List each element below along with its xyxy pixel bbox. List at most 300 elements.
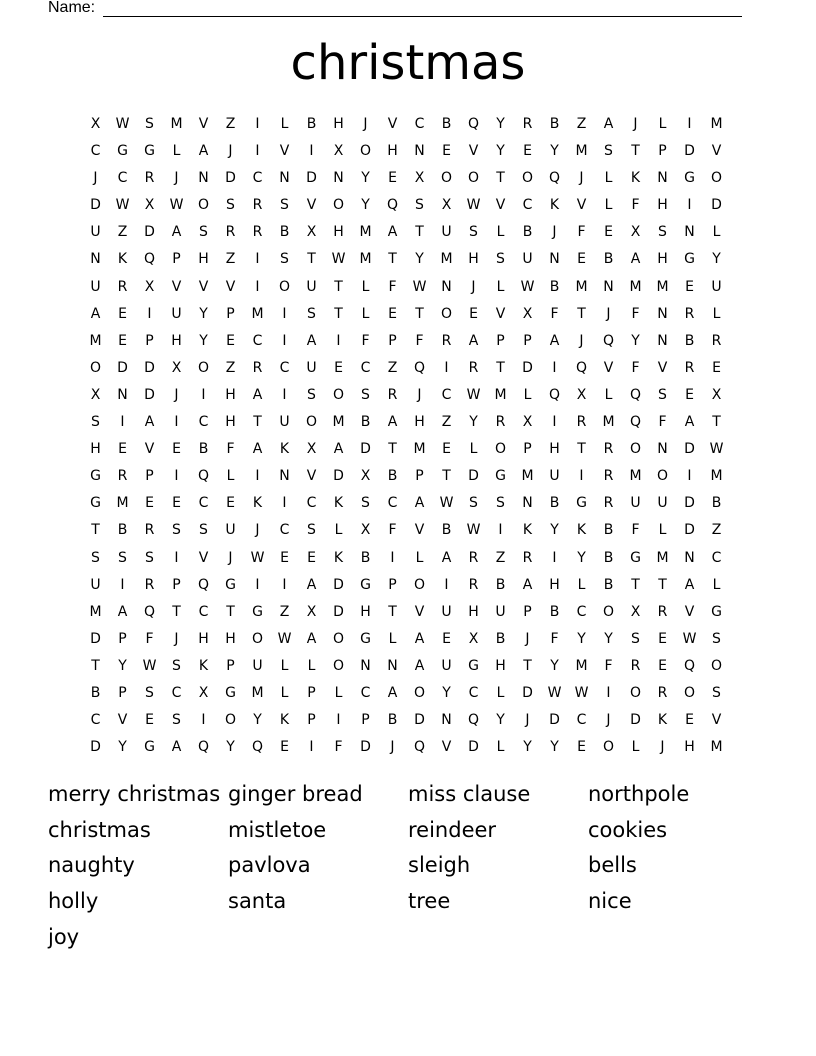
grid-letter: J: [579, 332, 584, 349]
grid-letter: L: [631, 739, 640, 756]
grid-letter: F: [577, 224, 586, 241]
grid-letter: O: [440, 305, 453, 322]
grid-letter: H: [198, 630, 209, 647]
grid-letter: C: [387, 495, 398, 512]
grid-letter: E: [145, 495, 154, 512]
grid-letter: S: [280, 197, 289, 214]
grid-letter: H: [171, 332, 182, 349]
word-list-item: cookies: [588, 817, 668, 842]
grid-letter: P: [145, 332, 154, 349]
grid-letter: A: [684, 576, 695, 593]
grid-letter: Y: [577, 549, 586, 566]
grid-letter: Z: [441, 414, 452, 431]
grid-letter: N: [117, 386, 128, 403]
grid-letter: M: [575, 278, 588, 295]
grid-letter: J: [660, 739, 665, 756]
grid-letter: A: [549, 332, 560, 349]
grid-letter: F: [631, 359, 640, 376]
word-list-item: pavlova: [228, 853, 311, 878]
grid-letter: V: [144, 441, 155, 458]
grid-letter: O: [629, 684, 642, 701]
grid-letter: J: [633, 116, 638, 132]
grid-letter: A: [171, 224, 182, 241]
grid-letter: E: [307, 549, 316, 566]
grid-letter: M: [332, 414, 345, 431]
grid-letter: C: [198, 603, 209, 620]
grid-letter: I: [687, 468, 692, 485]
grid-letter: O: [521, 170, 534, 187]
grid-letter: U: [441, 657, 452, 674]
grid-letter: Q: [197, 739, 210, 756]
grid-letter: E: [658, 630, 667, 647]
grid-letter: W: [520, 278, 535, 295]
grid-letter: C: [252, 170, 263, 187]
grid-letter: G: [144, 739, 155, 756]
grid-letter: V: [306, 197, 317, 214]
grid-letter: F: [334, 739, 343, 756]
grid-letter: S: [172, 657, 181, 674]
grid-letter: P: [523, 332, 532, 349]
name-underline: [103, 16, 742, 17]
grid-letter: I: [255, 468, 260, 485]
grid-letter: S: [118, 549, 127, 566]
grid-letter: M: [413, 441, 426, 458]
grid-letter: I: [309, 739, 314, 756]
grid-letter: X: [360, 468, 371, 485]
grid-letter: W: [466, 522, 481, 539]
grid-letter: P: [415, 468, 424, 485]
grid-letter: M: [359, 251, 372, 268]
word-list-item: mistletoe: [228, 817, 327, 842]
grid-letter: L: [334, 522, 343, 539]
grid-letter: T: [388, 251, 397, 268]
grid-letter: Z: [225, 251, 236, 268]
word-list-item: nice: [588, 889, 632, 914]
grid-letter: I: [174, 468, 179, 485]
grid-letter: N: [387, 657, 398, 674]
grid-letter: M: [494, 386, 507, 403]
grid-letter: X: [333, 143, 344, 160]
grid-letter: L: [604, 386, 613, 403]
grid-letter: O: [683, 684, 696, 701]
grid-letter: I: [579, 468, 584, 485]
grid-letter: I: [255, 116, 260, 132]
grid-letter: E: [226, 495, 235, 512]
grid-letter: N: [279, 468, 290, 485]
grid-letter: U: [441, 224, 452, 241]
grid-letter: S: [496, 251, 505, 268]
grid-letter: Y: [118, 739, 127, 756]
grid-letter: C: [522, 197, 533, 214]
grid-letter: G: [225, 684, 236, 701]
grid-letter: O: [494, 441, 507, 458]
grid-letter: T: [577, 305, 586, 322]
grid-letter: V: [117, 712, 128, 729]
grid-letter: A: [441, 549, 452, 566]
grid-letter: Y: [550, 143, 559, 160]
grid-letter: R: [603, 468, 614, 485]
grid-letter: D: [90, 739, 101, 756]
grid-letter: B: [603, 251, 614, 268]
grid-letter: D: [306, 170, 317, 187]
grid-letter: L: [496, 224, 505, 241]
grid-letter: W: [115, 197, 130, 214]
grid-letter: R: [252, 197, 263, 214]
grid-letter: S: [604, 143, 613, 160]
grid-letter: H: [468, 251, 479, 268]
grid-letter: I: [282, 495, 287, 512]
grid-letter: W: [709, 441, 724, 458]
grid-letter: Y: [496, 143, 505, 160]
grid-letter: N: [414, 143, 425, 160]
grid-letter: J: [471, 278, 476, 295]
grid-letter: I: [282, 305, 287, 322]
grid-letter: T: [388, 441, 397, 458]
word-list-item: joy: [48, 924, 80, 949]
grid-letter: W: [142, 657, 157, 674]
grid-letter: S: [199, 522, 208, 539]
grid-letter: C: [279, 522, 290, 539]
grid-letter: N: [360, 657, 371, 674]
grid-letter: E: [685, 278, 694, 295]
grid-letter: V: [495, 197, 506, 214]
grid-letter: L: [523, 386, 532, 403]
grid-letter: L: [604, 170, 613, 187]
grid-letter: A: [333, 441, 344, 458]
grid-letter: L: [712, 224, 721, 241]
grid-letter: R: [603, 441, 614, 458]
grid-letter: J: [525, 630, 530, 647]
grid-letter: L: [712, 305, 721, 322]
grid-letter: U: [306, 359, 317, 376]
grid-letter: G: [495, 468, 506, 485]
grid-letter: H: [684, 739, 695, 756]
grid-letter: D: [117, 359, 128, 376]
grid-letter: S: [145, 684, 154, 701]
grid-letter: X: [306, 224, 317, 241]
grid-letter: F: [226, 441, 235, 458]
grid-letter: T: [91, 522, 100, 539]
grid-letter: Z: [387, 359, 398, 376]
grid-letter: M: [116, 495, 129, 512]
grid-letter: O: [251, 630, 264, 647]
grid-letter: L: [280, 116, 289, 132]
grid-letter: E: [685, 386, 694, 403]
grid-letter: Y: [550, 739, 559, 756]
grid-letter: S: [361, 386, 370, 403]
grid-letter: O: [629, 441, 642, 458]
grid-letter: J: [363, 116, 368, 132]
grid-letter: O: [197, 359, 210, 376]
grid-letter: G: [576, 495, 587, 512]
grid-letter: J: [93, 170, 98, 187]
grid-letter: A: [414, 657, 425, 674]
grid-letter: S: [172, 712, 181, 729]
grid-letter: O: [332, 386, 345, 403]
grid-letter: J: [417, 386, 422, 403]
grid-letter: T: [496, 170, 505, 187]
grid-letter: L: [334, 684, 343, 701]
grid-letter: G: [360, 576, 371, 593]
grid-letter: F: [658, 414, 667, 431]
grid-letter: K: [279, 441, 290, 458]
grid-letter: B: [90, 684, 101, 701]
grid-letter: W: [466, 197, 481, 214]
grid-letter: W: [250, 549, 265, 566]
grid-letter: Z: [279, 603, 290, 620]
grid-letter: A: [522, 576, 533, 593]
grid-letter: O: [602, 739, 615, 756]
grid-letter: E: [118, 441, 127, 458]
grid-letter: J: [606, 305, 611, 322]
grid-letter: K: [630, 170, 641, 187]
grid-letter: U: [279, 414, 290, 431]
grid-letter: P: [118, 684, 127, 701]
grid-letter: M: [656, 278, 669, 295]
grid-letter: H: [657, 197, 668, 214]
grid-letter: V: [306, 468, 317, 485]
grid-letter: T: [577, 441, 586, 458]
grid-letter: I: [444, 576, 449, 593]
grid-letter: P: [118, 630, 127, 647]
grid-letter: I: [687, 197, 692, 214]
grid-letter: G: [684, 170, 695, 187]
grid-letter: C: [252, 332, 263, 349]
grid-letter: I: [309, 143, 314, 160]
grid-letter: K: [333, 549, 344, 566]
grid-letter: R: [225, 224, 236, 241]
grid-letter: X: [144, 197, 155, 214]
grid-letter: H: [549, 441, 560, 458]
grid-letter: X: [468, 630, 479, 647]
grid-letter: U: [522, 251, 533, 268]
grid-letter: H: [414, 414, 425, 431]
grid-letter: T: [334, 305, 343, 322]
grid-letter: C: [198, 414, 209, 431]
grid-letter: N: [441, 278, 452, 295]
grid-letter: F: [631, 522, 640, 539]
grid-letter: R: [441, 332, 452, 349]
grid-letter: N: [657, 305, 668, 322]
grid-letter: J: [174, 170, 179, 187]
word-list-item: northpole: [588, 782, 690, 806]
grid-letter: V: [684, 603, 695, 620]
grid-letter: R: [144, 522, 155, 539]
grid-letter: F: [388, 278, 397, 295]
grid-letter: I: [444, 359, 449, 376]
grid-letter: I: [282, 332, 287, 349]
grid-letter: E: [118, 332, 127, 349]
grid-letter: C: [711, 549, 722, 566]
grid-letter: S: [226, 197, 235, 214]
grid-letter: T: [631, 143, 640, 160]
grid-letter: D: [360, 441, 371, 458]
grid-letter: H: [198, 251, 209, 268]
grid-letter: S: [199, 224, 208, 241]
grid-letter: L: [172, 143, 181, 160]
grid-letter: S: [145, 549, 154, 566]
grid-letter: L: [388, 630, 397, 647]
grid-letter: K: [117, 251, 128, 268]
grid-letter: M: [602, 414, 615, 431]
grid-letter: N: [657, 441, 668, 458]
grid-letter: F: [145, 630, 154, 647]
grid-letter: X: [441, 197, 452, 214]
grid-letter: T: [388, 603, 397, 620]
grid-letter: B: [549, 495, 560, 512]
grid-letter: Y: [361, 197, 370, 214]
grid-letter: N: [603, 278, 614, 295]
grid-letter: C: [414, 116, 425, 132]
grid-letter: Q: [467, 116, 480, 132]
grid-letter: S: [307, 305, 316, 322]
grid-letter: L: [307, 657, 316, 674]
grid-letter: E: [226, 332, 235, 349]
grid-letter: Q: [467, 712, 480, 729]
grid-letter: D: [711, 197, 722, 214]
grid-letter: D: [144, 359, 155, 376]
grid-letter: N: [522, 495, 533, 512]
grid-letter: B: [306, 116, 317, 132]
grid-letter: X: [198, 684, 209, 701]
grid-letter: U: [549, 468, 560, 485]
grid-letter: I: [390, 549, 395, 566]
grid-letter: X: [576, 386, 587, 403]
grid-letter: L: [577, 576, 586, 593]
grid-letter: Q: [143, 251, 156, 268]
grid-letter: Q: [251, 739, 264, 756]
grid-letter: G: [711, 603, 722, 620]
grid-letter: B: [549, 603, 560, 620]
grid-letter: B: [549, 116, 560, 132]
grid-letter: Y: [253, 712, 262, 729]
grid-letter: G: [684, 251, 695, 268]
grid-letter: C: [306, 495, 317, 512]
grid-letter: E: [577, 739, 586, 756]
grid-letter: O: [413, 684, 426, 701]
grid-letter: C: [117, 170, 128, 187]
grid-letter: P: [388, 332, 397, 349]
grid-letter: G: [90, 495, 101, 512]
grid-letter: M: [629, 278, 642, 295]
grid-letter: G: [90, 468, 101, 485]
grid-letter: R: [522, 116, 533, 132]
grid-letter: G: [144, 143, 155, 160]
grid-letter: N: [549, 251, 560, 268]
grid-letter: C: [360, 684, 371, 701]
grid-letter: B: [495, 576, 506, 593]
grid-letter: W: [331, 251, 346, 268]
grid-letter: S: [91, 414, 100, 431]
grid-letter: Q: [386, 197, 399, 214]
grid-letter: V: [711, 712, 722, 729]
grid-letter: L: [496, 684, 505, 701]
grid-letter: F: [415, 332, 424, 349]
grid-letter: O: [359, 143, 372, 160]
grid-letter: Y: [550, 522, 559, 539]
grid-letter: V: [198, 278, 209, 295]
grid-letter: O: [710, 657, 723, 674]
grid-letter: C: [576, 712, 587, 729]
grid-letter: A: [306, 332, 317, 349]
grid-letter: E: [523, 143, 532, 160]
grid-letter: W: [115, 116, 130, 132]
grid-letter: A: [306, 576, 317, 593]
grid-letter: X: [711, 386, 722, 403]
grid-letter: J: [174, 630, 179, 647]
grid-letter: V: [657, 359, 668, 376]
grid-letter: E: [280, 549, 289, 566]
grid-letter: I: [282, 576, 287, 593]
grid-letter: M: [89, 332, 102, 349]
grid-letter: H: [333, 224, 344, 241]
grid-letter: C: [90, 712, 101, 729]
grid-letter: M: [170, 116, 183, 132]
grid-letter: J: [390, 739, 395, 756]
grid-letter: G: [360, 630, 371, 647]
grid-letter: I: [336, 712, 341, 729]
grid-letter: D: [684, 143, 695, 160]
grid-letter: W: [574, 684, 589, 701]
grid-letter: Q: [548, 386, 561, 403]
grid-letter: M: [656, 549, 669, 566]
word-list-item: holly: [48, 889, 99, 914]
grid-letter: J: [228, 549, 233, 566]
grid-letter: M: [521, 468, 534, 485]
grid-letter: S: [469, 495, 478, 512]
grid-letter: T: [253, 414, 262, 431]
grid-letter: Q: [629, 414, 642, 431]
grid-letter: Z: [711, 522, 722, 539]
grid-letter: R: [657, 684, 668, 701]
grid-letter: E: [280, 739, 289, 756]
grid-letter: P: [496, 332, 505, 349]
grid-letter: B: [387, 712, 398, 729]
grid-letter: H: [225, 414, 236, 431]
grid-letter: V: [171, 278, 182, 295]
grid-letter: I: [255, 278, 260, 295]
grid-letter: T: [415, 305, 424, 322]
word-list-item: sleigh: [408, 853, 471, 878]
grid-letter: L: [280, 684, 289, 701]
grid-letter: Z: [117, 224, 128, 241]
grid-letter: R: [117, 468, 128, 485]
grid-letter: E: [442, 143, 451, 160]
grid-letter: H: [657, 251, 668, 268]
grid-letter: M: [575, 657, 588, 674]
grid-letter: Y: [523, 739, 532, 756]
grid-letter: B: [441, 116, 452, 132]
grid-letter: M: [575, 143, 588, 160]
grid-letter: K: [522, 522, 533, 539]
grid-letter: Q: [602, 332, 615, 349]
grid-letter: U: [306, 278, 317, 295]
grid-letter: S: [361, 495, 370, 512]
grid-letter: G: [468, 657, 479, 674]
grid-letter: G: [630, 549, 641, 566]
grid-letter: O: [89, 359, 102, 376]
grid-letter: W: [169, 197, 184, 214]
word-list: [48, 776, 768, 954]
grid-letter: I: [147, 305, 152, 322]
grid-letter: B: [279, 224, 290, 241]
grid-letter: E: [577, 251, 586, 268]
grid-letter: X: [630, 603, 641, 620]
grid-letter: I: [201, 712, 206, 729]
grid-letter: X: [306, 603, 317, 620]
grid-letter: M: [710, 468, 723, 485]
grid-letter: D: [549, 712, 560, 729]
